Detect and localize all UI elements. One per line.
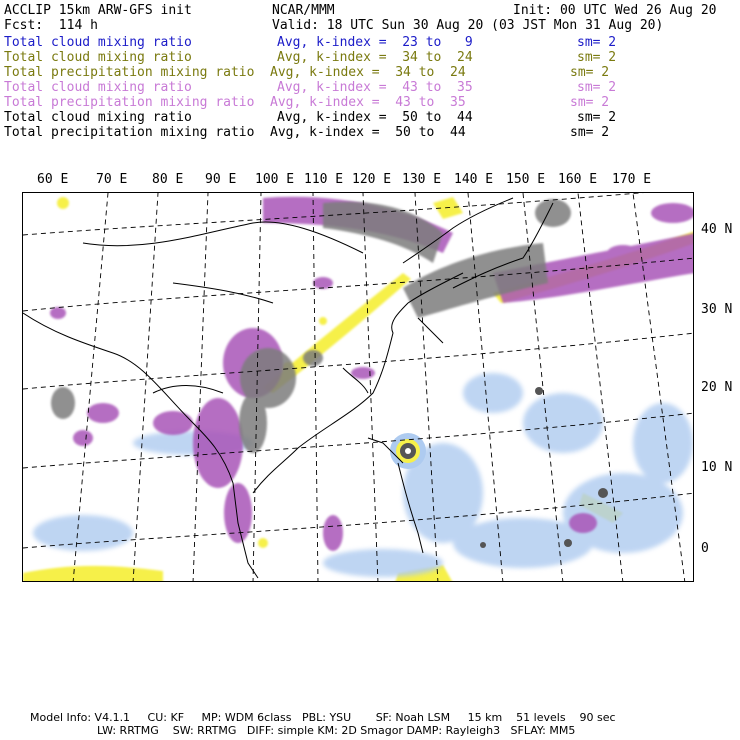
field-sm: sm= 2: [570, 65, 610, 80]
lon-label: 140 E: [454, 172, 494, 187]
field-avg: Avg, k-index = 23 to 9: [277, 35, 473, 50]
forecast-hour: Fcst: 114 h: [4, 18, 98, 33]
field-name: Total precipitation mixing ratio: [4, 125, 255, 140]
map-panel: [22, 192, 694, 582]
field-name: Total precipitation mixing ratio: [4, 65, 255, 80]
lat-label: 10 N: [701, 460, 733, 475]
field-avg: Avg, k-index = 34 to 24: [277, 50, 473, 65]
field-sm: sm= 2: [570, 125, 610, 140]
lon-label: 150 E: [506, 172, 546, 187]
field-sm: sm= 2: [570, 95, 610, 110]
field-name: Total cloud mixing ratio: [4, 80, 192, 95]
lat-label: 30 N: [701, 302, 733, 317]
field-name: Total cloud mixing ratio: [4, 110, 192, 125]
valid-time: Valid: 18 UTC Sun 30 Aug 20 (03 JST Mon 31 Aug 20): [272, 18, 664, 33]
lat-label: 0: [701, 541, 709, 556]
field-name: Total cloud mixing ratio: [4, 35, 192, 50]
field-sm: sm= 2: [577, 50, 617, 65]
lat-label: 40 N: [701, 222, 733, 237]
init-time: Init: 00 UTC Wed 26 Aug 20: [513, 3, 717, 18]
lon-label: 130 E: [402, 172, 442, 187]
lon-label: 60 E: [37, 172, 69, 187]
field-avg: Avg, k-index = 50 to 44: [277, 110, 473, 125]
lon-label: 100 E: [255, 172, 295, 187]
lon-label: 90 E: [205, 172, 237, 187]
field-name: Total precipitation mixing ratio: [4, 95, 255, 110]
model-title: ACCLIP 15km ARW-GFS init: [4, 3, 192, 18]
field-name: Total cloud mixing ratio: [4, 50, 192, 65]
field-avg: Avg, k-index = 43 to 35: [270, 95, 466, 110]
map-canvas: [23, 193, 694, 582]
field-avg: Avg, k-index = 50 to 44: [270, 125, 466, 140]
field-sm: sm= 2: [577, 80, 617, 95]
lon-label: 170 E: [612, 172, 652, 187]
field-avg: Avg, k-index = 43 to 35: [277, 80, 473, 95]
lat-label: 20 N: [701, 380, 733, 395]
model-info-line1: Model Info: V4.1.1 CU: KF MP: WDM 6class PBL: YSU SF: Noah LSM 15 km 51 levels 90 sec: [30, 711, 616, 724]
field-sm: sm= 2: [577, 35, 617, 50]
model-info-line2: LW: RRTMG SW: RRTMG DIFF: simple KM: 2D Smagor DAMP: Rayleigh3 SFLAY: MM5: [97, 724, 576, 737]
lon-label: 160 E: [558, 172, 598, 187]
field-sm: sm= 2: [577, 110, 617, 125]
lon-label: 80 E: [152, 172, 184, 187]
lon-label: 120 E: [352, 172, 392, 187]
field-avg: Avg, k-index = 34 to 24: [270, 65, 466, 80]
lon-label: 70 E: [96, 172, 128, 187]
lon-label: 110 E: [304, 172, 344, 187]
org-label: NCAR/MMM: [272, 3, 335, 18]
